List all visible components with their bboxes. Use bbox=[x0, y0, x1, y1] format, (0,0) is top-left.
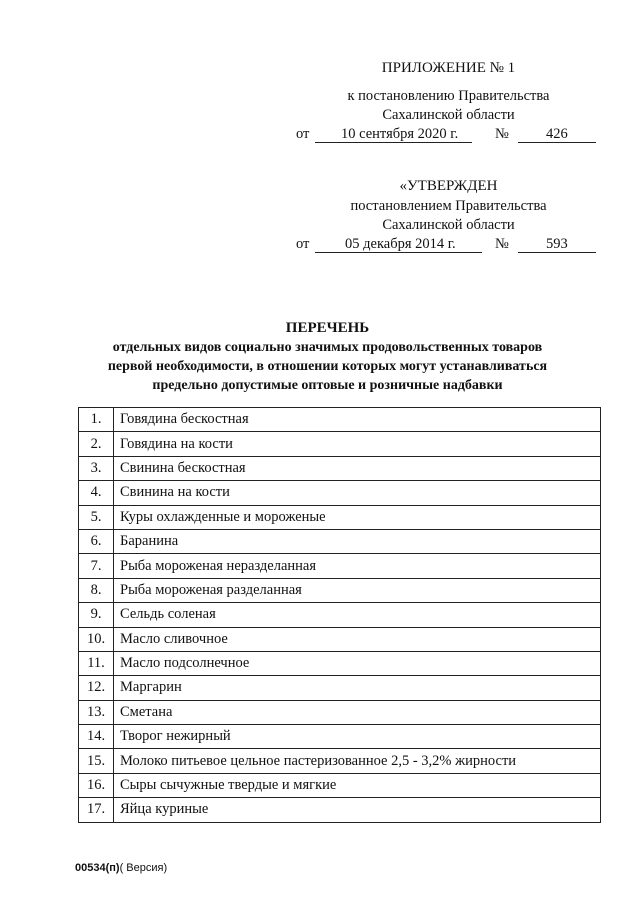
item-number: 2. bbox=[79, 432, 114, 456]
list-subtitle-line-2: первой необходимости, в отношении которых могут устанавливаться bbox=[107, 359, 548, 374]
appendix-number: 426 bbox=[546, 126, 568, 142]
item-name: Говядина бескостная bbox=[114, 408, 601, 432]
item-name: Рыба мороженая неразделанная bbox=[114, 554, 601, 578]
appendix-block bbox=[296, 59, 601, 145]
appendix-date-row bbox=[296, 125, 601, 145]
table-row bbox=[79, 529, 601, 553]
item-number: 5. bbox=[79, 505, 114, 529]
item-name: Маргарин bbox=[114, 676, 601, 700]
item-name: Свинина на кости bbox=[114, 481, 601, 505]
appendix-date: 10 сентября 2020 г. bbox=[341, 126, 459, 142]
goods-table bbox=[78, 407, 601, 823]
table-row bbox=[79, 408, 601, 432]
approved-line-2: Сахалинской области bbox=[382, 217, 515, 233]
item-name: Сыры сычужные твердые и мягкие bbox=[114, 773, 601, 797]
item-name: Рыба мороженая разделанная bbox=[114, 578, 601, 602]
list-heading bbox=[60, 319, 595, 395]
approved-from-label: от bbox=[296, 236, 310, 252]
item-name: Сметана bbox=[114, 700, 601, 724]
item-name: Говядина на кости bbox=[114, 432, 601, 456]
table-row bbox=[79, 651, 601, 675]
document-version: ( Версия) bbox=[119, 862, 168, 874]
approved-title: «УТВЕРЖДЕН bbox=[399, 178, 498, 194]
item-number: 8. bbox=[79, 578, 114, 602]
item-number: 17. bbox=[79, 798, 114, 822]
item-number: 16. bbox=[79, 773, 114, 797]
table-row bbox=[79, 554, 601, 578]
table-row bbox=[79, 505, 601, 529]
table-row bbox=[79, 456, 601, 480]
table-row bbox=[79, 725, 601, 749]
item-name: Масло сливочное bbox=[114, 627, 601, 651]
item-number: 3. bbox=[79, 456, 114, 480]
appendix-from-label: от bbox=[296, 126, 310, 142]
table-row bbox=[79, 749, 601, 773]
item-number: 14. bbox=[79, 725, 114, 749]
item-number: 12. bbox=[79, 676, 114, 700]
item-number: 13. bbox=[79, 700, 114, 724]
item-name: Творог нежирный bbox=[114, 725, 601, 749]
item-name: Баранина bbox=[114, 529, 601, 553]
item-number: 6. bbox=[79, 529, 114, 553]
goods-table-body bbox=[79, 408, 601, 823]
item-name: Яйца куриные bbox=[114, 798, 601, 822]
item-name: Молоко питьевое цельное пастеризованное 2,5 - 3,2% жирности bbox=[114, 749, 601, 773]
item-number: 10. bbox=[79, 627, 114, 651]
approved-number: 593 bbox=[546, 236, 568, 252]
table-row bbox=[79, 481, 601, 505]
item-name: Сельдь соленая bbox=[114, 603, 601, 627]
item-number: 11. bbox=[79, 651, 114, 675]
list-subtitle-line-3: предельно допустимые оптовые и розничные надбавки bbox=[152, 378, 503, 393]
list-title: ПЕРЕЧЕНЬ bbox=[285, 320, 370, 336]
appendix-number-label: № bbox=[495, 126, 509, 142]
document-code bbox=[75, 862, 167, 874]
item-number: 4. bbox=[79, 481, 114, 505]
table-row bbox=[79, 676, 601, 700]
item-number: 7. bbox=[79, 554, 114, 578]
table-row bbox=[79, 627, 601, 651]
table-row bbox=[79, 603, 601, 627]
table-row bbox=[79, 432, 601, 456]
table-row bbox=[79, 578, 601, 602]
table-row bbox=[79, 798, 601, 822]
item-name: Масло подсолнечное bbox=[114, 651, 601, 675]
item-name: Свинина бескостная bbox=[114, 456, 601, 480]
approved-number-label: № bbox=[495, 236, 509, 252]
item-name: Куры охлажденные и мороженые bbox=[114, 505, 601, 529]
approved-date-row bbox=[296, 235, 601, 255]
item-number: 1. bbox=[79, 408, 114, 432]
approved-line-1: постановлением Правительства bbox=[350, 198, 547, 214]
item-number: 9. bbox=[79, 603, 114, 627]
table-row bbox=[79, 773, 601, 797]
document-code-number: 00534(п) bbox=[75, 862, 120, 874]
item-number: 15. bbox=[79, 749, 114, 773]
appendix-title: ПРИЛОЖЕНИЕ № 1 bbox=[381, 60, 516, 76]
appendix-line-1: к постановлению Правительства bbox=[347, 88, 550, 104]
list-subtitle-line-1: отдельных видов социально значимых продовольственных товаров bbox=[112, 340, 543, 355]
approved-block bbox=[296, 177, 601, 255]
appendix-line-2: Сахалинской области bbox=[382, 107, 515, 123]
table-row bbox=[79, 700, 601, 724]
approved-date: 05 декабря 2014 г. bbox=[345, 236, 456, 252]
